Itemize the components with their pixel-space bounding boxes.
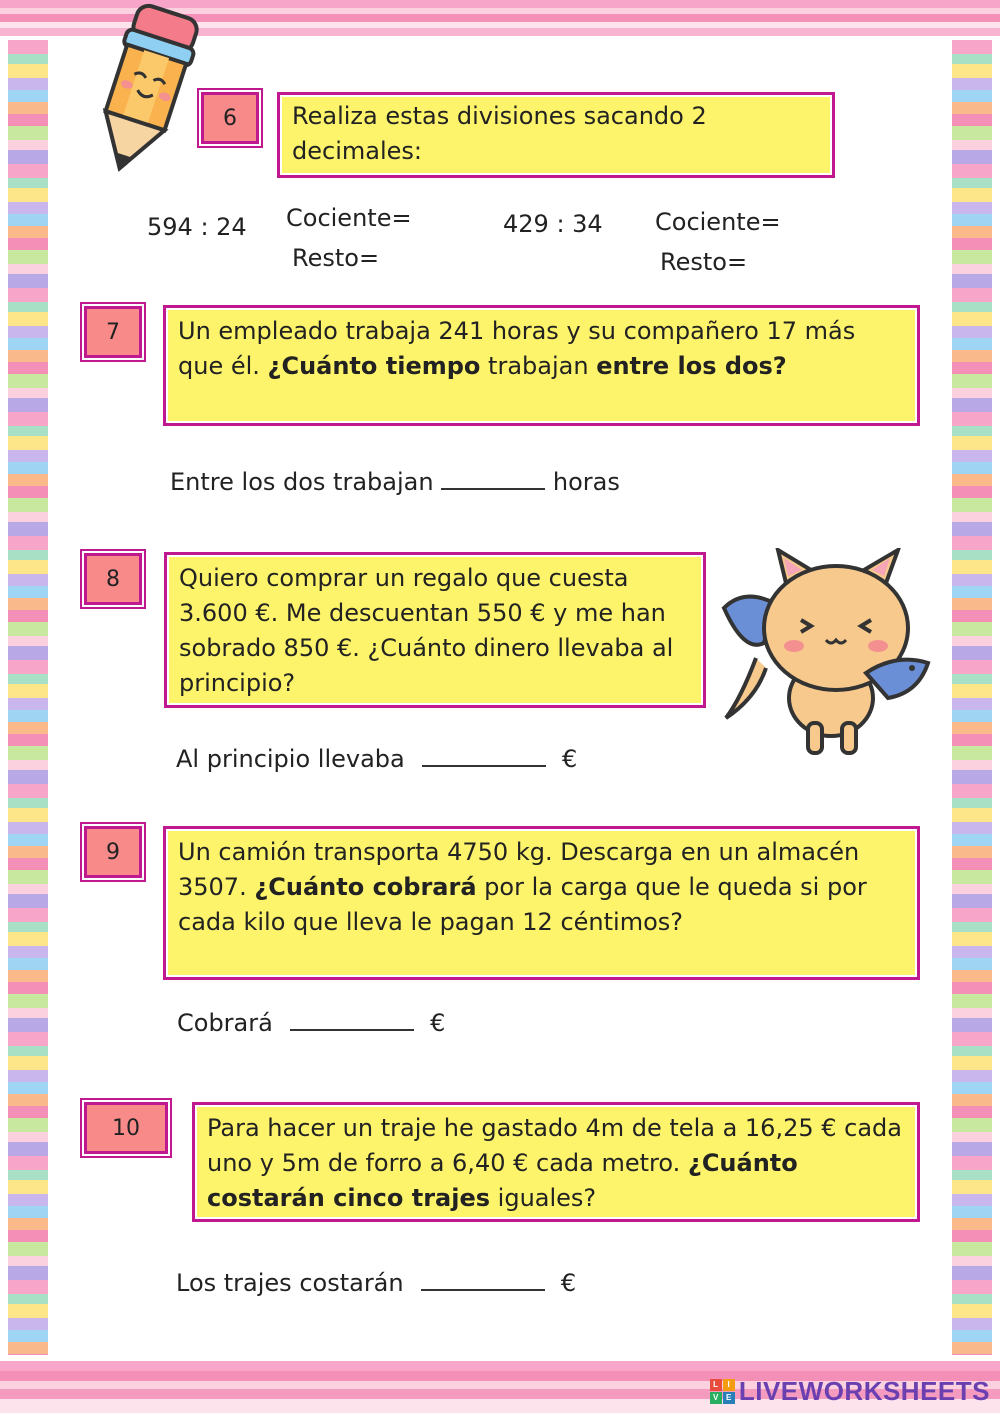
decorative-left-stripes: [8, 40, 48, 1363]
exercise-7-answer-prefix: Entre los dos trabajan: [170, 468, 434, 496]
logo-mark-i: I: [723, 1379, 735, 1391]
exercise-7-text-b: ¿Cuánto tiempo: [267, 352, 481, 380]
decorative-right-stripes: [952, 40, 992, 1363]
exercise-8-answer-input[interactable]: [422, 765, 546, 767]
exercise-6-instruction: Realiza estas divisiones sacando 2 decimales:: [277, 92, 835, 178]
exercise-8-number: 8: [84, 553, 142, 605]
exercise-9-text-c: por la carga que le queda si por cada kilo que lleva le pagan 12 céntimos?: [178, 873, 867, 936]
logo-mark-e: E: [723, 1392, 735, 1404]
exercise-10-answer-line: [176, 1269, 576, 1297]
exercise-9-answer-suffix: €: [430, 1009, 446, 1037]
exercise-8-answer-line: [176, 745, 577, 773]
exercise-8-answer-suffix: €: [562, 745, 578, 773]
division-1-quotient-label: Cociente=: [286, 204, 412, 232]
exercise-9-text-b: ¿Cuánto cobrará: [254, 873, 477, 901]
exercise-7-text-d: entre los dos?: [596, 352, 787, 380]
liveworksheets-logo-text: LIVEWORKSHEETS: [738, 1376, 990, 1406]
exercise-10-answer-prefix: Los trajes costarán: [176, 1269, 404, 1297]
exercise-9-text-a: Un camión transporta 4750 kg. Descarga en un almacén 3507.: [178, 838, 860, 901]
exercise-10-answer-suffix: €: [560, 1269, 577, 1297]
cat-with-fish-icon: [716, 548, 936, 763]
exercise-9-number: 9: [84, 826, 142, 878]
division-1-operation: 594 : 24: [147, 213, 247, 241]
exercise-9-question: [163, 826, 920, 980]
exercise-9-answer-prefix: Cobrará: [177, 1009, 273, 1037]
division-1-remainder-label: Resto=: [292, 244, 380, 272]
exercise-10-number: 10: [84, 1102, 168, 1154]
exercise-10-text-c: iguales?: [490, 1184, 597, 1212]
liveworksheets-logo: [710, 1376, 990, 1407]
exercise-7-question: [163, 305, 920, 426]
exercise-7-number: 7: [84, 306, 142, 358]
logo-mark-v: V: [710, 1392, 722, 1404]
exercise-7-text-a: Un empleado trabaja 241 horas y su compañero 17 más que él.: [178, 317, 856, 380]
exercise-8-answer-prefix: Al principio llevaba: [176, 745, 405, 773]
exercise-9-answer-line: [177, 1009, 445, 1037]
exercise-10-answer-input[interactable]: [421, 1289, 545, 1291]
exercise-10-text-a: Para hacer un traje he gastado 4m de tela a 16,25 € cada uno y 5m de forro a 6,40 € cada metro.: [207, 1114, 902, 1177]
division-2-remainder-label: Resto=: [660, 248, 748, 276]
exercise-7-text-c: trabajan: [480, 352, 597, 380]
exercise-8-question: Quiero comprar un regalo que cuesta 3.600 €. Me descuentan 550 € y me han sobrado 850 €. ¿Cuánto dinero llevaba al principio?: [164, 552, 706, 708]
exercise-10-question: [192, 1102, 920, 1222]
exercise-7-answer-input[interactable]: [441, 488, 545, 490]
exercise-6-number: 6: [201, 92, 259, 144]
exercise-9-answer-input[interactable]: [290, 1029, 414, 1031]
exercise-10-text-b: ¿Cuánto costarán cinco trajes: [207, 1149, 798, 1212]
exercise-7-answer-line: [170, 468, 620, 496]
exercise-7-answer-suffix: horas: [552, 468, 620, 496]
liveworksheets-logo-mark: [710, 1379, 735, 1404]
logo-mark-l: L: [710, 1379, 722, 1391]
division-2-quotient-label: Cociente=: [655, 208, 781, 236]
pencil-mascot-icon: [74, 0, 214, 180]
division-2-operation: 429 : 34: [503, 210, 603, 238]
